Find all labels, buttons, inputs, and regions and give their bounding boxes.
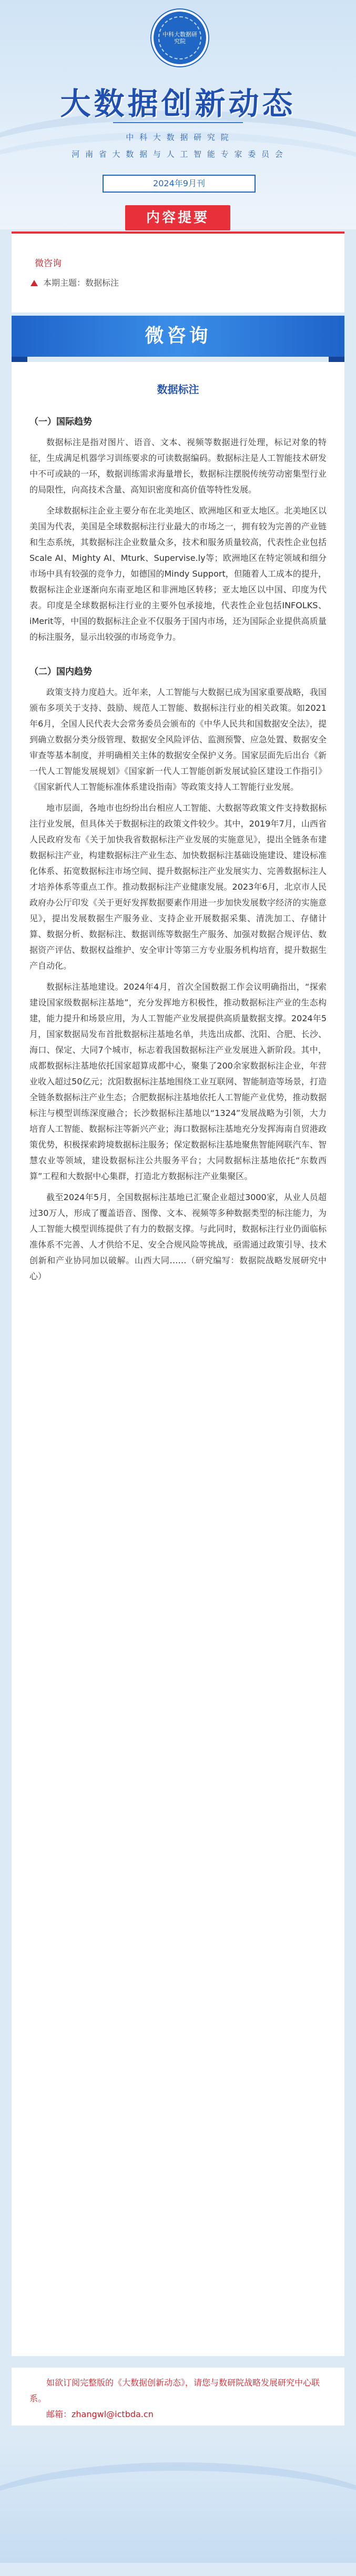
paragraph: 政策支持力度趋大。近年来，人工智能与大数据已成为国家重要战略，我国颁布多项关于支持、鼓励、规范人工智能、数据标注行业的相关政策。如2021年6月，全国人民代表大会常务委员会颁布的《中华人民共和国数据安全法》，提到确立数据分类分级管理、数据安全风险评估、监测预警、应急处置、数据安全审查等基本制度，并明确相关主体的数据安全保护义务。国家层面先后出台《新一代人工智能发展规划》《国家新一代人工智能创新发展试验区建设工作指引》《国家新代人工智能标准体系建设指南》等政策支持人工智能行业发展。 (29, 687, 327, 792)
toc-title: 内容提要 (125, 205, 230, 230)
toc-box (12, 232, 344, 313)
header (0, 0, 356, 229)
footer-wave (0, 2462, 356, 2576)
paragraph: 数据标注是指对图片、语音、文本、视频等数据进行处理，标记对象的特征，生成满足机器学习训练要求的可读数据编码。数据标注是人工智能技术研发中不可或缺的一环，数据训练需求海量增长，数据标注摆脱传统劳动密集型行业的局限性，向高技术含量、高知识密度和高价值等特性发展。 (29, 437, 327, 495)
contact-email[interactable]: 邮箱：zhangwl@ictbda.cn (46, 2409, 154, 2419)
section-banner (12, 316, 344, 357)
logo-text: 中科大数据研究院 (162, 31, 197, 45)
institute-logo (151, 9, 208, 66)
paragraph: 全球数据标注企业主要分布在北美地区、欧洲地区和亚太地区。北美地区以美国为代表，美国是全球数据标注行业最大的市场之一，拥有较为完善的产业链和生态系统，其数据标注企业数量众多，技术和服务质量较高，代表性企业包括Scale AI、Mighty AI、Mturk、Supervise.ly等；欧洲地区在特定领域和细分市场中具有较强的竞争力，如德国的Mindy Support，但随着人工成本的提升，数据标注企业逐渐向东南亚地区和非洲地区转移；亚太地区以中国、印度为代表。印度是全球数据标注行业的主要外包承接地，代表性企业包括INFOLKS、iMerit等，中国的数据标注企业不仅服务于国内市场，还为国际企业提供高质量的标注服务，显示出较强的市场竞争力。 (29, 506, 327, 642)
banner-fold-left (12, 357, 27, 362)
publisher-line-2: 河 南 省 大 数 据 与 人 工 智 能 专 家 委 员 会 (72, 149, 284, 159)
paragraph: 地市层面，各地市也纷纷出台相应人工智能、大数据等政策文件支持数据标注行业发展，但具体关于数据标注的政策文件较少。其中，2019年7月，山西省人民政府发布《关于加快我省数据标注产业发展的实施意见》，提出全链条布建数据标注产业，构建数据标注产业生态、加快数据标注基础设施建设、建设标准化体系、拓宽数据标注市场空间、提升数据标注产业发展实力、完善数据标注人才培养体系等重点工作。推动数据标注产业健康发展。2023年6月，北京市人民政府办公厅印发《关于更好发挥数据要素作用进一步加快发展数字经济的实施意见》，提出发展数据生产服务业、支持企业开展数据采集、清洗加工、存储计算、数据分析、数据标注、数据训练等数据生产服务、加强对数据合规评估、数据资产评估、数据权益维护、安全审计等第三方专业服务机构培育，提升数据生产自动化。 (29, 803, 327, 971)
article-card (12, 362, 344, 2356)
issue-date: 2024年9月刊 (103, 175, 256, 193)
logo-ring (158, 16, 201, 59)
subscribe-notice: 如欲订阅完整版的《大数据创新动态》，请您与数研院战略发展研究中心联系。 (29, 2378, 320, 2403)
masthead-title: 大数据创新动态 (60, 86, 296, 122)
contact-card (12, 2368, 344, 2426)
publisher-line-1: 中 科 大 数 据 研 究 院 (126, 133, 230, 142)
toc-item[interactable] (30, 276, 119, 288)
article-title: 数据标注 (157, 383, 199, 396)
section-heading-international: （一）国际趋势 (29, 417, 92, 427)
banner-fold-right (329, 357, 344, 362)
toc-category[interactable]: 微咨询 (35, 258, 62, 269)
footer-decoration (0, 2441, 356, 2563)
section-banner-title: 微咨询 (145, 325, 211, 347)
paragraph: 截至2024年5月，全国数据标注基地已汇聚企业超过3000家，从业人员超过30万人，形成了覆盖语音、图像、文本、视频等多种数据类型的标注能力，为人工智能大模型训练提供了有力的数据支撑。与此同时，数据标注行业仍面临标准体系不完善、人才供给不足、安全合规风险等挑战，亟需通过政策引导、技术创新和产业协同加以破解。山西大同……（研究编写：数据院战略发展研究中心） (29, 1192, 327, 1281)
triangle-bullet-icon (30, 280, 38, 286)
paragraph: 数据标注基地建设。2024年4月，首次全国数据工作会议明确指出，“探索建设国家级数据标注基地”，充分发挥地方积极性，推动数据标注产业的生态构建，能力提升和场景应用，为人工智能产业发展提供高质量数据支撑。2024年5月，国家数据局发布首批数据标注基地名单，共选出成都、沈阳、合肥、长沙、海口、保定、大同7个城市，标志着我国数据标注产业发展进入新阶段。其中，成都数据标注基地依托国家超算成都中心，聚集了200余家数据标注企业，年营业收入超过50亿元；沈阳数据标注基地围绕工业互联网、智能制造等场景，打造全链条数据标注产业生态；合肥数据标注基地依托人工智能产业优势，推动数据标注与模型训练深度融合；长沙数据标注基地以“1324”发展战略为引领，大力培育人工智能、数据标注等新兴产业；海口数据标注基地充分发挥海南自贸港政策优势，积极探索跨境数据标注服务；保定数据标注基地聚焦智能网联汽车、智慧农业等领域，建设数据标注公共服务平台；大同数据标注基地依托“东数西算”工程和大数据中心集群，打造北方数据标注产业集聚区。 (29, 982, 327, 1181)
section-heading-domestic: （二）国内趋势 (29, 667, 92, 677)
toc-item-label: 本期主题：数据标注 (43, 278, 119, 288)
divider (113, 122, 243, 123)
